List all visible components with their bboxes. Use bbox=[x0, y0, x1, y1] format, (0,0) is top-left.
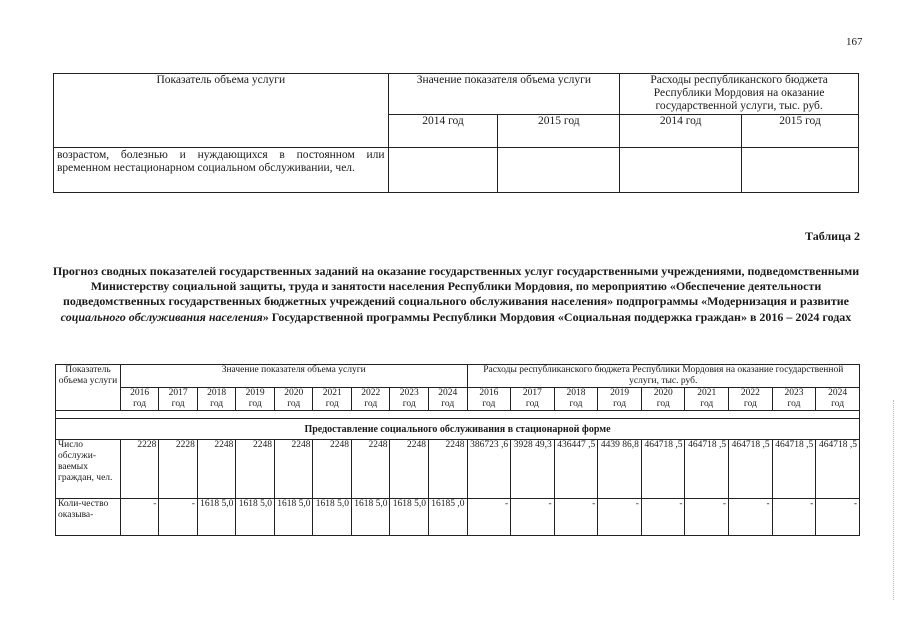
t1-header-expenses: Расходы республиканского бюджета Республики Мордовия на оказание государственной услуги, тыс. руб. bbox=[620, 74, 859, 115]
t2-expense-year bbox=[554, 388, 598, 411]
year-number: 2022 bbox=[361, 388, 381, 398]
t1-cell bbox=[388, 148, 498, 193]
year-number: 2022 bbox=[740, 388, 760, 398]
t2-value-cell: - bbox=[159, 499, 198, 536]
t2-expense-year bbox=[598, 388, 642, 411]
t2-expense-cell: 464718 ,5 bbox=[641, 440, 685, 499]
t1-header-indicator: Показатель объема услуги bbox=[54, 74, 389, 148]
t2-header-value: Значение показателя объема услуги bbox=[120, 365, 467, 388]
year-number: 2016 bbox=[130, 388, 150, 398]
t2-value-cell: 2228 bbox=[120, 440, 159, 499]
t2-expense-cell: 3928 49,3 bbox=[511, 440, 555, 499]
t2-value-year bbox=[390, 388, 429, 411]
t2-value-year bbox=[197, 388, 236, 411]
t2-spacer bbox=[56, 411, 860, 419]
t2-row-label: Коли-чество оказыва- bbox=[56, 499, 121, 536]
year-number: 2024 bbox=[828, 388, 848, 398]
forecast-table-2 bbox=[55, 364, 860, 536]
t2-value-cell: 1618 5,0 bbox=[390, 499, 429, 536]
t2-expense-cell: - bbox=[816, 499, 860, 536]
t2-expense-cell: 436447 ,5 bbox=[554, 440, 598, 499]
t2-expense-cell: 464718 ,5 bbox=[816, 440, 860, 499]
t2-value-cell: 1618 5,0 bbox=[313, 499, 352, 536]
t2-expense-year bbox=[641, 388, 685, 411]
t2-value-year bbox=[120, 388, 159, 411]
heading-italic: социального обслуживания населения bbox=[60, 309, 263, 324]
page-number: 167 bbox=[846, 36, 863, 48]
t2-expense-cell: - bbox=[598, 499, 642, 536]
year-word: год bbox=[831, 399, 845, 409]
year-number: 2020 bbox=[653, 388, 673, 398]
year-number: 2018 bbox=[207, 388, 227, 398]
t2-value-cell: 2248 bbox=[197, 440, 236, 499]
table-label: Таблица 2 bbox=[805, 229, 860, 243]
year-number: 2017 bbox=[168, 388, 188, 398]
year-word: год bbox=[525, 399, 539, 409]
year-word: год bbox=[482, 399, 496, 409]
t2-value-cell: 2228 bbox=[159, 440, 198, 499]
t2-expense-cell: 464718 ,5 bbox=[685, 440, 729, 499]
year-number: 2023 bbox=[784, 388, 804, 398]
t2-expense-year bbox=[511, 388, 555, 411]
t1-header-value: Значение показателя объема услуги bbox=[388, 74, 620, 115]
year-word: год bbox=[743, 399, 757, 409]
t2-expense-cell: - bbox=[467, 499, 511, 536]
t2-value-cell: 2248 bbox=[390, 440, 429, 499]
year-number: 2021 bbox=[322, 388, 342, 398]
t2-expense-cell: - bbox=[729, 499, 773, 536]
year-word: год bbox=[364, 399, 378, 409]
t2-value-cell: 2248 bbox=[313, 440, 352, 499]
t2-value-cell: 2248 bbox=[351, 440, 390, 499]
year-word: год bbox=[613, 399, 627, 409]
year-word: год bbox=[656, 399, 670, 409]
t1-year: 2015 год bbox=[498, 115, 620, 148]
year-word: год bbox=[287, 399, 301, 409]
t2-expense-cell: 464718 ,5 bbox=[729, 440, 773, 499]
t2-value-cell: - bbox=[120, 499, 159, 536]
t2-expense-cell: 4439 86,8 bbox=[598, 440, 642, 499]
year-number: 2018 bbox=[566, 388, 586, 398]
year-number: 2016 bbox=[479, 388, 499, 398]
t1-year: 2014 год bbox=[620, 115, 742, 148]
year-word: год bbox=[171, 399, 185, 409]
t2-value-cell: 1618 5,0 bbox=[197, 499, 236, 536]
year-number: 2024 bbox=[438, 388, 458, 398]
t2-expense-year bbox=[685, 388, 729, 411]
t2-value-cell: 1618 5,0 bbox=[351, 499, 390, 536]
t2-row-label: Число обслужи-ваемых граждан, чел. bbox=[56, 440, 121, 499]
t1-cell bbox=[620, 148, 742, 193]
year-number: 2020 bbox=[284, 388, 304, 398]
year-number: 2017 bbox=[522, 388, 542, 398]
t2-expense-cell: - bbox=[772, 499, 816, 536]
t2-expense-cell: - bbox=[511, 499, 555, 536]
t2-value-cell: 2248 bbox=[236, 440, 275, 499]
t2-value-year bbox=[236, 388, 275, 411]
year-word: год bbox=[700, 399, 714, 409]
year-word: год bbox=[248, 399, 262, 409]
year-number: 2019 bbox=[610, 388, 630, 398]
t2-expense-cell: - bbox=[554, 499, 598, 536]
t2-value-cell: 1618 5,0 bbox=[236, 499, 275, 536]
year-word: год bbox=[325, 399, 339, 409]
t2-expense-cell: - bbox=[641, 499, 685, 536]
year-number: 2023 bbox=[399, 388, 419, 398]
t1-year: 2015 год bbox=[742, 115, 859, 148]
t1-cell bbox=[498, 148, 620, 193]
heading-part1: Прогноз сводных показателей государственных заданий на оказание государственных услуг государственными учреждениями, подведомственными Министерству социальной защиты, труда и занятости населения Республики Мордовия, по мероприятию «Обеспечение деятельности подведомственных государственных бюджетных учреждений социального обслуживания населения» подпрограммы «Модернизация и развитие bbox=[52, 264, 860, 309]
t2-expense-year bbox=[467, 388, 511, 411]
year-word: год bbox=[133, 399, 147, 409]
heading-part2: » Государственной программы Республики Мордовия «Социальная поддержка граждан» в 2016 – 2024 годах bbox=[262, 309, 852, 324]
t1-year: 2014 год bbox=[388, 115, 498, 148]
t2-value-year bbox=[274, 388, 313, 411]
t2-value-year bbox=[159, 388, 198, 411]
t2-expense-cell: 464718 ,5 bbox=[772, 440, 816, 499]
t2-expense-year bbox=[816, 388, 860, 411]
table-heading bbox=[52, 264, 860, 325]
year-word: год bbox=[210, 399, 224, 409]
t2-value-year bbox=[429, 388, 468, 411]
indicator-table-1 bbox=[53, 73, 859, 193]
t2-value-cell: 2248 bbox=[429, 440, 468, 499]
t2-section-title: Предоставление социального обслуживания в стационарной форме bbox=[56, 419, 860, 440]
t1-cell bbox=[742, 148, 859, 193]
year-number: 2021 bbox=[697, 388, 717, 398]
t2-expense-cell: 386723 ,6 bbox=[467, 440, 511, 499]
year-word: год bbox=[787, 399, 801, 409]
t2-header-expenses: Расходы республиканского бюджета Республики Мордовия на оказание государственной услуги, тыс. руб. bbox=[467, 365, 859, 388]
t1-row-label: возрастом, болезнью и нуждающихся в постоянном или временном нестационарном социальном обслуживании, чел. bbox=[54, 148, 389, 193]
year-word: год bbox=[441, 399, 455, 409]
table-row bbox=[56, 499, 860, 536]
t2-expense-year bbox=[772, 388, 816, 411]
year-word: год bbox=[402, 399, 416, 409]
t2-expense-cell: - bbox=[685, 499, 729, 536]
page-edge-marks bbox=[893, 400, 896, 600]
t2-value-year bbox=[351, 388, 390, 411]
t2-value-cell: 16185 ,0 bbox=[429, 499, 468, 536]
t2-value-cell: 2248 bbox=[274, 440, 313, 499]
t2-value-cell: 1618 5,0 bbox=[274, 499, 313, 536]
t2-value-year bbox=[313, 388, 352, 411]
table-row bbox=[56, 440, 860, 499]
year-number: 2019 bbox=[245, 388, 265, 398]
t2-expense-year bbox=[729, 388, 773, 411]
year-word: год bbox=[569, 399, 583, 409]
t2-header-indicator: Показатель объема услуги bbox=[56, 365, 121, 411]
